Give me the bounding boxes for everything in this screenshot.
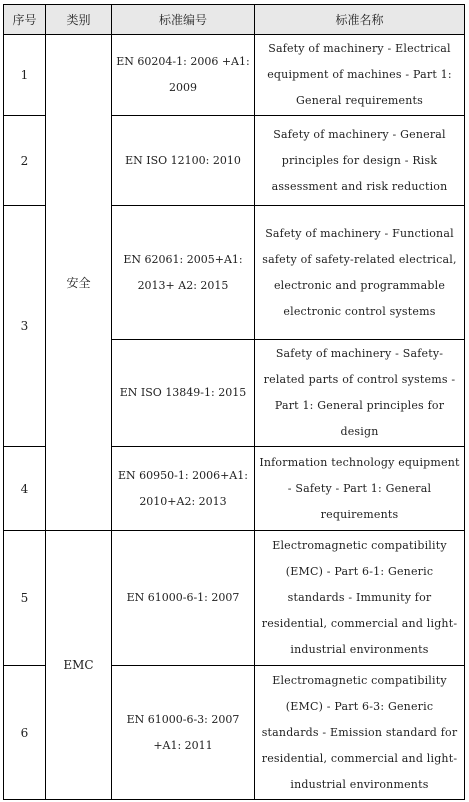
row-number: 6 [4, 666, 46, 800]
standard-code: EN 61000-6-1: 2007 [112, 531, 255, 666]
category-emc: EMC [46, 531, 112, 800]
standard-name: Information technology equipment - Safety - Part 1: General requirements [255, 447, 465, 531]
row-number: 5 [4, 531, 46, 666]
row-number: 1 [4, 35, 46, 116]
header-no: 序号 [4, 5, 46, 35]
standard-name: Safety of machinery - Safety-related parts of control systems - Part 1: General principles for design [255, 340, 465, 447]
standard-code: EN ISO 13849-1: 2015 [112, 340, 255, 447]
standard-code: EN 62061: 2005+A1: 2013+ A2: 2015 [112, 206, 255, 340]
standards-table [3, 4, 465, 800]
standard-name: Electromagnetic compatibility (EMC) - Part 6-1: Generic standards - Immunity for residential, commercial and light-industrial environments [255, 531, 465, 666]
standard-name: Safety of machinery - General principles for design - Risk assessment and risk reduction [255, 116, 465, 206]
standard-name: Safety of machinery - Functional safety of safety-related electrical, electronic and programmable electronic control systems [255, 206, 465, 340]
standard-code: EN 60204-1: 2006 +A1: 2009 [112, 35, 255, 116]
standard-code: EN ISO 12100: 2010 [112, 116, 255, 206]
header-category: 类别 [46, 5, 112, 35]
table-row [4, 35, 465, 116]
header-name: 标准名称 [255, 5, 465, 35]
standard-code: EN 61000-6-3: 2007 +A1: 2011 [112, 666, 255, 800]
standard-code: EN 60950-1: 2006+A1: 2010+A2: 2013 [112, 447, 255, 531]
table-header-row [4, 5, 465, 35]
row-number: 3 [4, 206, 46, 447]
row-number: 2 [4, 116, 46, 206]
row-number: 4 [4, 447, 46, 531]
standard-name: Safety of machinery - Electrical equipment of machines - Part 1: General requirements [255, 35, 465, 116]
header-code: 标准编号 [112, 5, 255, 35]
category-safety: 安全 [46, 35, 112, 531]
standard-name: Electromagnetic compatibility (EMC) - Part 6-3: Generic standards - Emission standard for residential, commercial and light-industrial environments [255, 666, 465, 800]
table-row [4, 531, 465, 666]
